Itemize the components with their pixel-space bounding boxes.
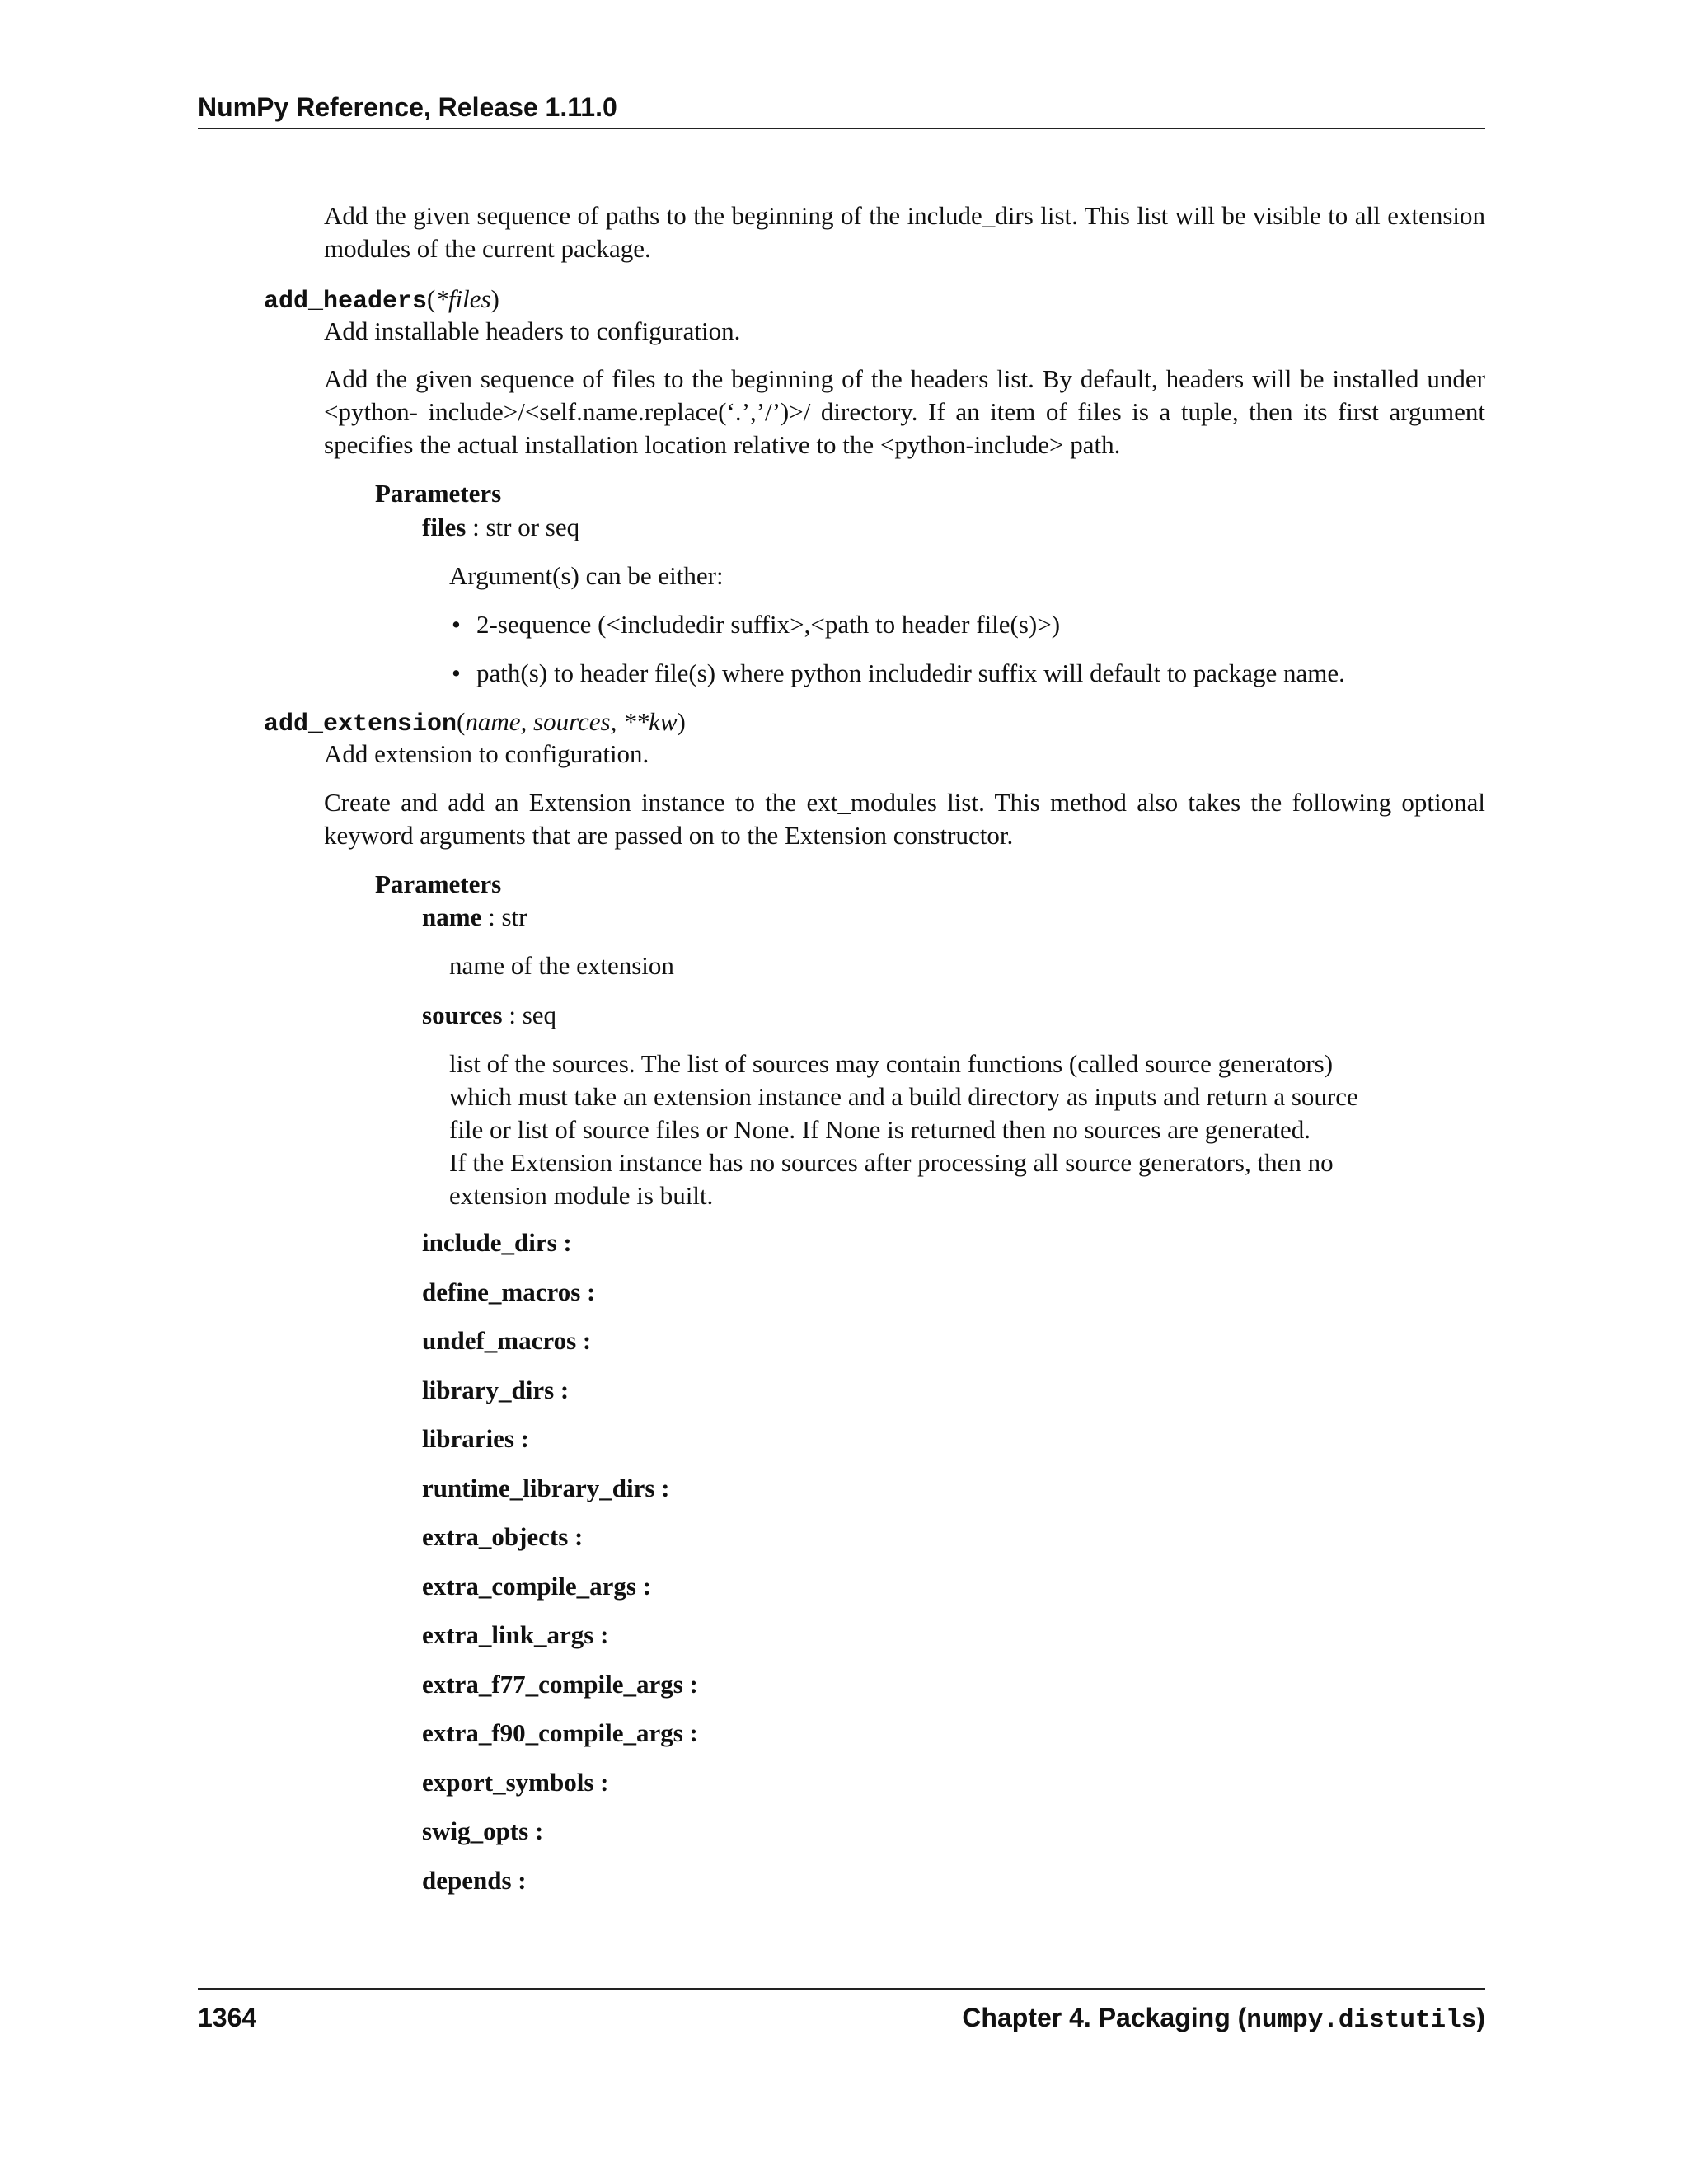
keyword-item: swig_opts : [422,1816,544,1845]
desc-line: If the Extension instance has no sources after processing all source generators, then no [449,1148,1334,1177]
bullet-item: • path(s) to header file(s) where python includedir suffix will default to package name. [452,657,1345,690]
add-extension-description: Create and add an Extension instance to the ext_modules list. This method also takes the following optional keyword arguments that are passed on to the Extension constructor. [324,788,1485,850]
method-name: add_extension [264,710,457,738]
add-headers-description: Add the given sequence of files to the beginning of the headers list. By default, headers will be installed under <python- include>/<self.name.replace(‘.’,’/’)>/ directory. If an item of files is a tuple, then its first argument specifies the actual installation location relative to the <python-include> path. [324,364,1485,459]
add-headers-summary: Add installable headers to configuration. [324,316,741,345]
param-type: : seq [502,1001,557,1029]
add-extension-signature: add_extension(name, sources, **kw) [264,707,686,738]
footer-chapter-title: Chapter 4. Packaging (numpy.distutils) [962,2003,1485,2035]
intro-paragraph: Add the given sequence of paths to the beginning of the include_dirs list. This list will be visible to all extension modules of the current package. [324,201,1485,263]
desc-line: which must take an extension instance and a build directory as inputs and return a source [449,1082,1358,1111]
keyword-item: runtime_library_dirs : [422,1473,670,1502]
desc-line: list of the sources. The list of sources may contain functions (called source generators) [449,1049,1334,1078]
running-header-title: NumPy Reference, Release 1.11.0 [198,92,617,122]
keyword-item: library_dirs : [422,1375,570,1404]
method-name: add_headers [264,288,428,316]
keyword-item: extra_f77_compile_args : [422,1669,698,1699]
keyword-item: define_macros : [422,1277,596,1306]
keyword-item: undef_macros : [422,1326,592,1355]
method-args: *files [435,284,491,313]
param-sources [422,999,556,1032]
keyword-item: depends : [422,1865,527,1895]
param-type: : str [481,902,528,931]
param-name: name [422,902,482,931]
keyword-item: export_symbols : [422,1767,609,1797]
keyword-args-list [422,1226,698,1913]
desc-line: file or list of source files or None. If None is returned then no sources are generated. [449,1115,1311,1144]
param-name-desc: name of the extension [449,951,674,980]
keyword-item: extra_f90_compile_args : [422,1718,698,1747]
param-files [422,511,579,544]
add-extension-summary: Add extension to configuration. [324,739,649,768]
keyword-item: extra_link_args : [422,1620,609,1649]
bullet-icon: • [452,610,461,639]
parameters-heading: Parameters [375,479,502,508]
param-name: sources [422,1001,503,1029]
param-name: files [422,513,467,541]
add-headers-signature: add_headers(*files) [264,284,499,316]
bullet-item: • 2-sequence (<includedir suffix>,<path to header file(s)>) [452,608,1060,641]
keyword-item: include_dirs : [422,1228,572,1257]
keyword-item: extra_compile_args : [422,1571,652,1601]
bullet-icon: • [452,658,461,687]
header-rule [198,128,1485,129]
chapter-code: numpy.distutils [1246,2006,1477,2035]
parameters-heading: Parameters [375,869,502,898]
param-type: : str or seq [466,513,580,541]
param-files-desc: Argument(s) can be either: [449,561,724,590]
keyword-item: extra_objects : [422,1522,584,1551]
desc-line: extension module is built. [449,1181,714,1210]
page-number: 1364 [198,2003,257,2032]
param-name-field [422,901,527,934]
footer-rule [198,1988,1485,1990]
method-args: name, sources, **kw [465,707,678,736]
keyword-item: libraries : [422,1424,529,1453]
param-sources-desc [449,1047,1405,1212]
